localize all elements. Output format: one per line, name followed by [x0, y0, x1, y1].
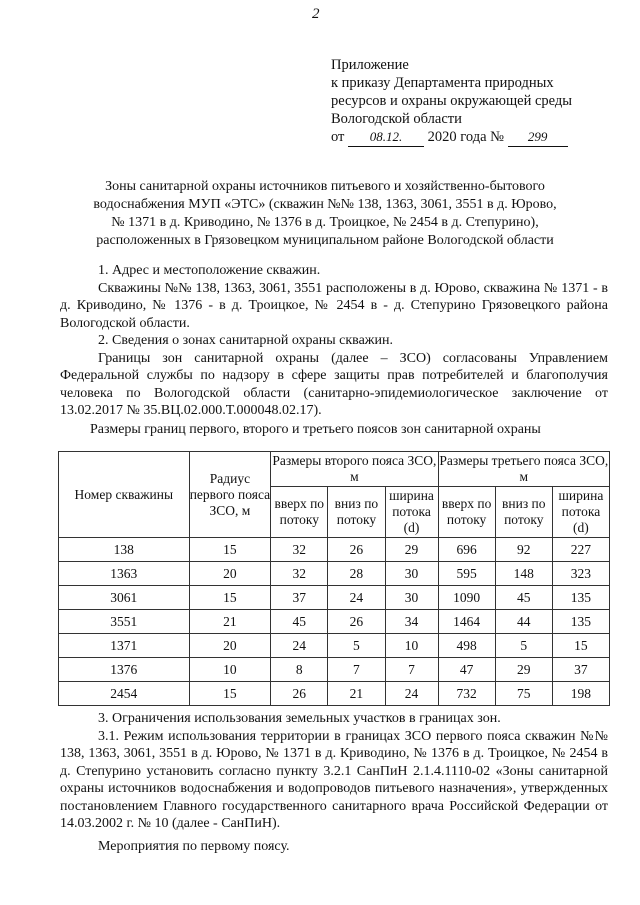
table-cell: 32: [271, 562, 328, 586]
table-cell: 44: [495, 610, 552, 634]
section-text: 3.1. Режим использования территории в границах ЗСО первого пояса скважин №№ 138, 1363, 3061, 3551 в д. Юрово, № 1371 в д. Криводино, № 1376 в д. Троицкое, № 2454 в д. Степурино установить согласно пункту 3.2.1 СанПиН 2.1.4.1110-02 «Зоны санитарной охраны источников водоснабжения и водопроводов питьевого назначения», утвержденных постановлением Главного государственного санитарного врача Российской Федерации от 14.03.2002 г. № 10 (далее - СанПиН).: [60, 728, 608, 831]
appendix-date-line: [331, 128, 572, 147]
table-cell: 15: [189, 586, 271, 610]
title-line: расположенных в Грязовецком муниципальном районе Вологодской области: [96, 233, 554, 248]
appendix-line: Приложение: [331, 57, 409, 73]
header-upstream: вверх по потоку: [438, 487, 495, 538]
section-3: [60, 710, 608, 855]
table-row: [59, 586, 610, 610]
table-cell: 3061: [59, 586, 190, 610]
table-cell: 20: [189, 562, 271, 586]
section-heading: 3. Ограничения использования земельных участков в границах зон.: [98, 711, 501, 726]
document-title: [60, 178, 590, 250]
table-cell: 148: [495, 562, 552, 586]
table-cell: 1371: [59, 634, 190, 658]
table-cell: 92: [495, 538, 552, 562]
table-cell: 37: [552, 658, 609, 682]
table-cell: 2454: [59, 682, 190, 706]
table-caption: Размеры границ первого, второго и третьего поясов зон санитарной охраны: [90, 422, 541, 437]
section-heading: 1. Адрес и местоположение скважин.: [98, 263, 321, 278]
header-flow-width: ширина потока (d): [385, 487, 438, 538]
measures-line: Мероприятия по первому поясу.: [98, 838, 290, 854]
table-cell: 32: [271, 538, 328, 562]
table-cell: 15: [189, 538, 271, 562]
table-cell: 323: [552, 562, 609, 586]
table-cell: 15: [552, 634, 609, 658]
section-text: Скважины №№ 138, 1363, 3061, 3551 расположены в д. Юрово, скважина № 1371 - в д. Криводино, № 1376 - в д. Троицкое, № 2454 в - д. Степурино Грязовецкого района Вологодской области.: [60, 280, 608, 331]
appendix-line: Вологодской области: [331, 111, 462, 127]
title-line: водоснабжения МУП «ЭТС» (скважин №№ 138, 1363, 3061, 3551 в д. Юрово,: [93, 197, 557, 212]
appendix-line: ресурсов и охраны окружающей среды: [331, 93, 573, 109]
table-cell: 198: [552, 682, 609, 706]
table-cell: 498: [438, 634, 495, 658]
table-cell: 8: [271, 658, 328, 682]
table-cell: 45: [271, 610, 328, 634]
table-cell: 24: [271, 634, 328, 658]
table-cell: 47: [438, 658, 495, 682]
title-line: № 1371 в д. Криводино, № 1376 в д. Троицкое, № 2454 в д. Степурино),: [111, 215, 539, 230]
table-row: [59, 634, 610, 658]
table-cell: 7: [385, 658, 438, 682]
date-field: [348, 128, 424, 147]
header-downstream: вниз по потоку: [328, 487, 385, 538]
table-cell: 7: [328, 658, 385, 682]
table-cell: 24: [385, 682, 438, 706]
appendix-header: [331, 56, 572, 147]
table-cell: 595: [438, 562, 495, 586]
table-cell: 1363: [59, 562, 190, 586]
header-upstream: вверх по потоку: [271, 487, 328, 538]
section-1: [60, 262, 608, 420]
number-field: [508, 128, 568, 147]
table-cell: 135: [552, 586, 609, 610]
table-cell: 696: [438, 538, 495, 562]
section-heading: 2. Сведения о зонах санитарной охраны скважин.: [98, 333, 393, 348]
header-downstream: вниз по потоку: [495, 487, 552, 538]
number-prefix: №: [490, 129, 504, 145]
table-cell: 30: [385, 562, 438, 586]
table-cell: 26: [271, 682, 328, 706]
table-cell: 29: [495, 658, 552, 682]
table-cell: 28: [328, 562, 385, 586]
table-cell: 75: [495, 682, 552, 706]
header-second-zone: Размеры второго пояса ЗСО, м: [271, 452, 438, 487]
number-handwritten: 299: [527, 129, 548, 144]
table-cell: 20: [189, 634, 271, 658]
table-cell: 1090: [438, 586, 495, 610]
date-prefix: от: [331, 129, 345, 145]
table-cell: 1376: [59, 658, 190, 682]
table-cell: 21: [328, 682, 385, 706]
table-cell: 26: [328, 538, 385, 562]
header-well-number: Номер скважины: [59, 452, 190, 538]
table-row: [59, 610, 610, 634]
table-cell: 21: [189, 610, 271, 634]
table-cell: 10: [189, 658, 271, 682]
header-radius: Радиус первого пояса ЗСО, м: [189, 452, 271, 538]
appendix-line: к приказу Департамента природных: [331, 75, 554, 91]
sanitary-zone-table: [58, 451, 610, 706]
table-cell: 138: [59, 538, 190, 562]
table-cell: 45: [495, 586, 552, 610]
table-cell: 227: [552, 538, 609, 562]
table-cell: 135: [552, 610, 609, 634]
table-cell: 1464: [438, 610, 495, 634]
table-cell: 37: [271, 586, 328, 610]
page-number: 2: [312, 6, 320, 22]
header-flow-width: ширина потока (d): [552, 487, 609, 538]
table-row: [59, 562, 610, 586]
table-cell: 29: [385, 538, 438, 562]
header-third-zone: Размеры третьего пояса ЗСО, м: [438, 452, 609, 487]
table-cell: 3551: [59, 610, 190, 634]
table-row: [59, 658, 610, 682]
date-handwritten: 08.12.: [369, 129, 403, 144]
year-text: 2020 года: [427, 129, 487, 145]
table-row: [59, 682, 610, 706]
title-line: Зоны санитарной охраны источников питьевого и хозяйственно-бытового: [105, 179, 545, 194]
table-row: [59, 538, 610, 562]
table-cell: 26: [328, 610, 385, 634]
table-cell: 34: [385, 610, 438, 634]
table-cell: 5: [328, 634, 385, 658]
section-text: Границы зон санитарной охраны (далее – ЗСО) согласованы Управлением Федеральной службы по надзору в сфере защиты прав потребителей и благополучия человека по Вологодской области (санитарно-эпидемиологическое заключение от 13.02.2017 № 35.ВЦ.02.000.Т.000048.02.17).: [60, 350, 608, 418]
table-cell: 24: [328, 586, 385, 610]
table-cell: 30: [385, 586, 438, 610]
table-cell: 5: [495, 634, 552, 658]
table-cell: 10: [385, 634, 438, 658]
table-cell: 732: [438, 682, 495, 706]
table-cell: 15: [189, 682, 271, 706]
